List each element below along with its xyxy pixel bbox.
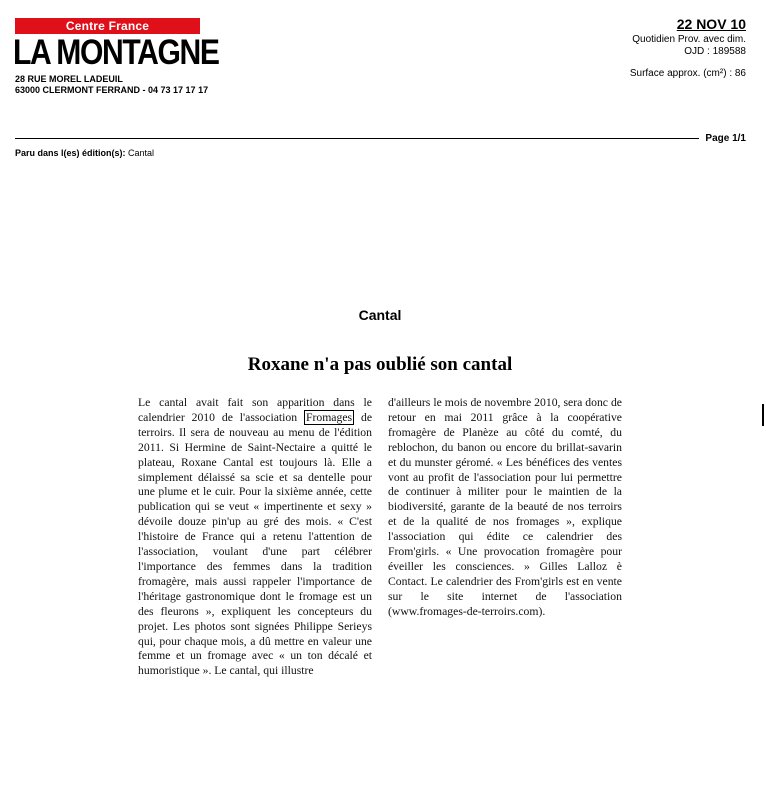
column-1-text-b: de terroirs. Il sera de nouveau au menu de l'édition 2011. Si Hermine de Saint-Nectaire a quitté le plateau, Roxane Cantal est toujours là. Elle a simplement délaissé sa scie et sa dentelle pour une plume et le cuir. Pour la sixième année, cette publication qui se veut « impertinente et sexy » dévoile douze pin'up au gré des mois. « C'est l'histoire de France qui a retenu l'attention de l'association, voulant d'une part célébrer l'importance des femmes dans la tradition fromagère, mais aussi rappeler l'importance de l'héritage gastronomique dont le fromage est un des fleurons », expliquent les concepteurs du projet. Les photos sont signées Philippe Serieys qui, pour chaque mois, a dû mettre en valeur une femme et un fromage avec « un ton décalé et humoristique ». Le cantal, qui illustre: [138, 410, 372, 678]
brand-bar: Centre France: [15, 18, 200, 34]
scan-edge-mark: [762, 404, 764, 426]
address-line-2: 63000 CLERMONT FERRAND - 04 73 17 17 17: [15, 85, 209, 95]
page-number: Page 1/1: [705, 133, 746, 144]
periodicity: Quotidien Prov. avec dim.: [632, 34, 746, 45]
edition-label: Paru dans l(es) édition(s):: [15, 148, 126, 158]
newspaper-logo: LA MONTAGNE: [13, 33, 219, 72]
highlighted-term: Fromages: [305, 410, 353, 424]
header-rule: [15, 138, 699, 139]
edition-line: [15, 148, 154, 158]
column-1-text-a: Le cantal avait fait son apparition dans le calendrier 2010 de l'association: [138, 396, 372, 424]
article-headline: Roxane n'a pas oublié son cantal: [247, 354, 513, 375]
edition-value: Cantal: [128, 148, 155, 158]
ojd-count: OJD : 189588: [684, 46, 746, 57]
surface-area: Surface approx. (cm²) : 86: [629, 68, 746, 79]
article-column-2: d'ailleurs le mois de novembre 2010, sera donc de retour en mai 2011 grâce à la coopérative fromagère de Planèze au côté du comté, du reblochon, du banon ou encore du brillat-savarin et du munster géromé. « Les bénéfices des ventes vont au profit de l'association pour lui permettre de continuer à militer pour le maintien de la biodiversité, garante de la beauté de nos terroirs et de la qualité de nos fromages », explique l'association qui édite ce calendrier des From'girls. « Une provocation fromagère pour éveiller les consciences. » Gilles Lalloz è Contact. Le calendrier des From'girls est en vente sur le site internet de l'association (www.fromages-de-terroirs.com).: [388, 396, 622, 618]
section-title: Cantal: [358, 307, 402, 323]
publication-date: 22 NOV 10: [676, 16, 746, 32]
article-column-1: [138, 396, 372, 679]
address-line-1: 28 RUE MOREL LADEUIL: [15, 74, 123, 84]
